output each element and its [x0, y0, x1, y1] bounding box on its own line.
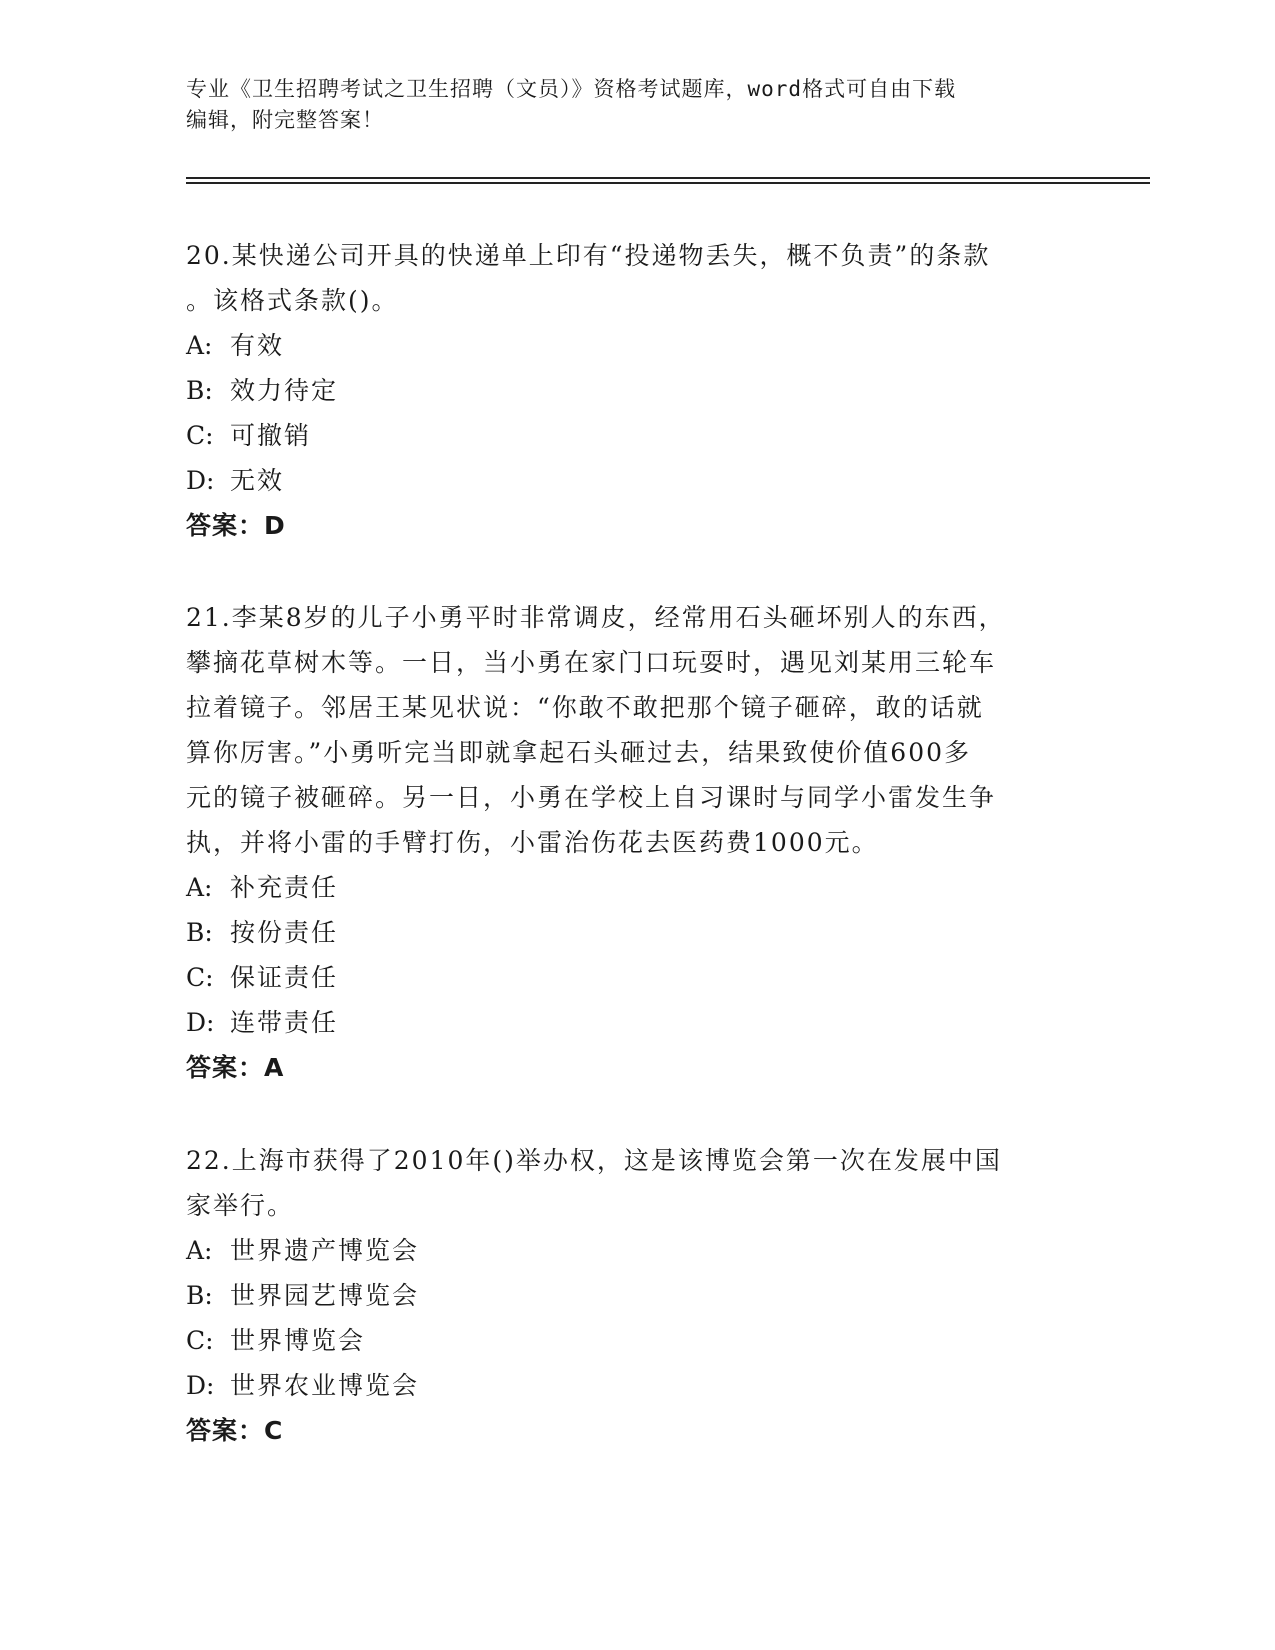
stem-line: 元的镜子被砸碎。另一日，小勇在学校上自习课时与同学小雷发生争 — [186, 783, 997, 812]
option-text: 按份责任 — [230, 918, 339, 947]
header-divider-bottom — [186, 182, 1150, 184]
option-key: A: — [186, 1236, 213, 1265]
option-text: 效力待定 — [230, 376, 339, 405]
answer-line: 答案：C — [186, 1416, 284, 1445]
question-20 — [186, 233, 1086, 548]
stem-line: 家举行。 — [186, 1191, 295, 1220]
option-text: 无效 — [230, 466, 285, 495]
document-header — [186, 74, 1066, 136]
option-b — [186, 910, 1086, 955]
question-22 — [186, 1138, 1086, 1453]
option-d — [186, 458, 1086, 503]
option-key: B: — [186, 918, 213, 947]
question-stem — [186, 595, 1086, 865]
answer-line: 答案：D — [186, 511, 286, 540]
header-line-1: 专业《卫生招聘考试之卫生招聘（文员）》资格考试题库，word格式可自由下载 — [186, 77, 957, 101]
option-key: B: — [186, 1281, 213, 1310]
option-a — [186, 1228, 1086, 1273]
option-key: C: — [186, 1326, 214, 1355]
option-text: 补充责任 — [230, 873, 339, 902]
question-stem — [186, 233, 1086, 323]
stem-line: 22.上海市获得了2010年()举办权，这是该博览会第一次在发展中国 — [186, 1146, 1002, 1175]
option-b — [186, 368, 1086, 413]
question-stem — [186, 1138, 1086, 1228]
option-c — [186, 955, 1086, 1000]
option-key: C: — [186, 421, 214, 450]
option-text: 世界园艺博览会 — [230, 1281, 420, 1310]
option-c — [186, 1318, 1086, 1363]
option-text: 有效 — [230, 331, 285, 360]
option-key: A: — [186, 331, 213, 360]
stem-line: 。该格式条款()。 — [186, 286, 399, 315]
option-text: 世界农业博览会 — [230, 1371, 420, 1400]
stem-line: 拉着镜子。邻居王某见状说：“你敢不敢把那个镜子砸碎，敢的话就 — [186, 693, 984, 722]
option-d — [186, 1000, 1086, 1045]
option-d — [186, 1363, 1086, 1408]
answer-line: 答案：A — [186, 1053, 285, 1082]
option-c — [186, 413, 1086, 458]
stem-line: 执，并将小雷的手臂打伤，小雷治伤花去医药费1000元。 — [186, 828, 879, 857]
option-text: 世界遗产博览会 — [230, 1236, 420, 1265]
stem-line: 20.某快递公司开具的快递单上印有“投递物丢失，概不负责”的条款 — [186, 241, 991, 270]
option-text: 连带责任 — [230, 1008, 339, 1037]
header-divider-top — [186, 177, 1150, 179]
option-key: B: — [186, 376, 213, 405]
stem-line: 21.李某8岁的儿子小勇平时非常调皮，经常用石头砸坏别人的东西， — [186, 603, 1006, 632]
option-key: D: — [186, 466, 215, 495]
option-key: D: — [186, 1008, 215, 1037]
stem-line: 攀摘花草树木等。一日，当小勇在家门口玩耍时，遇见刘某用三轮车 — [186, 648, 997, 677]
option-key: A: — [186, 873, 213, 902]
question-21 — [186, 595, 1086, 1090]
option-key: D: — [186, 1371, 215, 1400]
stem-line: 算你厉害。”小勇听完当即就拿起石头砸过去，结果致使价值600多 — [186, 738, 972, 767]
option-a — [186, 323, 1086, 368]
option-a — [186, 865, 1086, 910]
option-key: C: — [186, 963, 214, 992]
option-b — [186, 1273, 1086, 1318]
header-line-2: 编辑，附完整答案！ — [186, 108, 384, 132]
option-text: 可撤销 — [230, 421, 312, 450]
option-text: 世界博览会 — [230, 1326, 366, 1355]
option-text: 保证责任 — [230, 963, 339, 992]
